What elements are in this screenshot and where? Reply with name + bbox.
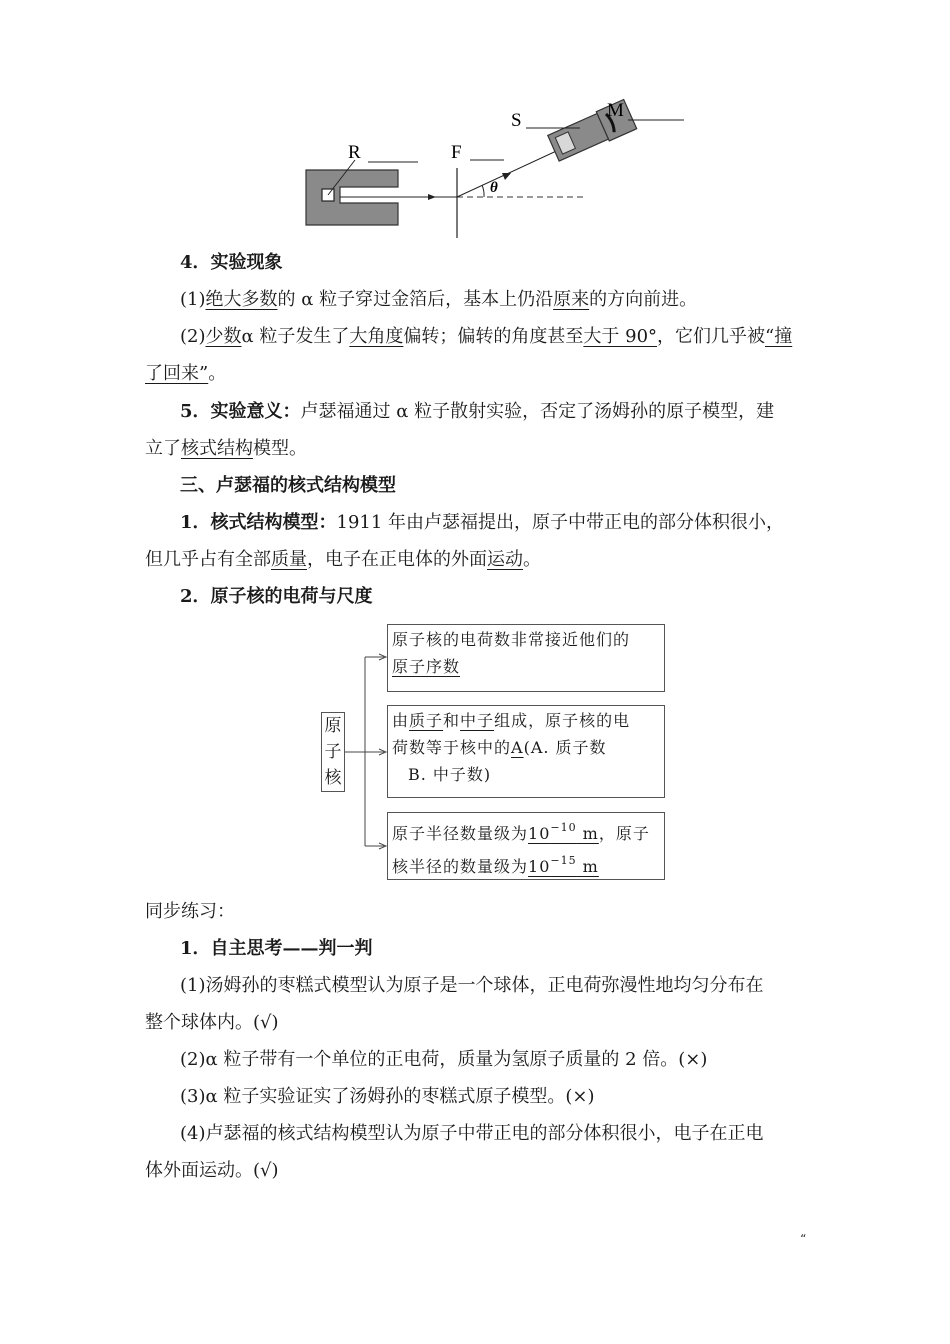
text: ，电子在正电体的外面 — [307, 549, 487, 570]
text: 卢瑟福通过 α 粒子散射实验，否定了汤姆孙的原子模型，建 — [300, 401, 775, 422]
exponent-base: 10 — [528, 824, 551, 843]
footer-mark: “ — [800, 1232, 807, 1246]
box-text: (A. 质子数 — [523, 738, 607, 757]
box-text: B. 中子数) — [408, 765, 492, 784]
box-text: 原子核的电荷数非常接近他们的 — [392, 630, 631, 649]
answer-blank: 原子序数 — [392, 657, 461, 676]
text: 但几乎占有全部 — [145, 549, 271, 570]
box-text: 荷数等于核中的 — [392, 738, 512, 757]
subsection-title: 1．自主思考——判一判 — [180, 938, 373, 959]
answer-blank — [528, 821, 599, 843]
question-1 — [180, 974, 810, 998]
answer-blank: 质量 — [271, 549, 307, 570]
nucleus-root-box — [321, 712, 345, 792]
root-char: 子 — [324, 742, 342, 762]
unit: m — [576, 824, 599, 843]
label-F: F — [451, 142, 462, 163]
question-text: 体外面运动。(√) — [145, 1160, 279, 1181]
box-text: 由 — [392, 711, 410, 730]
answer-blank: 质子 — [409, 711, 444, 730]
answer-blank: 少数 — [205, 326, 242, 347]
exponent: −10 — [550, 821, 577, 834]
text: 。 — [523, 549, 541, 570]
answer-blank: 大角度 — [349, 326, 404, 347]
text: 的 α 粒子穿过金箔后，基本上仍沿 — [277, 289, 554, 310]
label-theta: θ — [490, 180, 498, 196]
answer-blank: 大于 90° — [583, 326, 658, 347]
box-text: 组成，原子核的电 — [494, 711, 631, 730]
answer-blank: 中子 — [460, 711, 495, 730]
text: 。 — [208, 363, 227, 384]
answer-blank: 核式结构 — [181, 438, 253, 459]
box-text: ，原子 — [598, 824, 650, 843]
question-4 — [180, 1122, 810, 1146]
box-text: 核半径的数量级为 — [392, 857, 529, 876]
answer-blank: 了回来” — [145, 363, 209, 384]
question-text: (4)卢瑟福的核式结构模型认为原子中带正电的部分体积很小，电子在正电 — [180, 1123, 764, 1144]
answer-blank: 原来 — [553, 289, 590, 310]
question-3 — [180, 1085, 810, 1109]
item-number: (1) — [180, 289, 206, 310]
question-text: (1)汤姆孙的枣糕式模型认为原子是一个球体，正电荷弥漫性地均匀分布在 — [180, 975, 764, 996]
practice-label — [145, 900, 810, 924]
text: 1911 年由卢瑟福提出，原子中带正电的部分体积很小， — [336, 512, 785, 533]
item-number: (2) — [180, 326, 206, 347]
answer-blank — [528, 854, 599, 876]
nucleus-box-charge — [387, 624, 665, 692]
question-1-continued — [145, 1011, 810, 1035]
text: 模型。 — [253, 438, 307, 459]
text: 立了 — [145, 438, 181, 459]
text: 的方向前进。 — [589, 289, 698, 310]
question-2 — [180, 1048, 810, 1072]
label-M: M — [607, 100, 624, 121]
text: α 粒子发生了 — [241, 326, 350, 347]
text: ，它们几乎被 — [657, 326, 766, 347]
section-3-title: 三、卢瑟福的核式结构模型 — [180, 475, 396, 496]
text: 同步练习： — [145, 901, 235, 922]
box-text: 原子半径数量级为 — [392, 824, 529, 843]
section-5-title: 5．实验意义： — [180, 401, 301, 422]
subsection-title: 1．核式结构模型： — [180, 512, 337, 533]
practice-heading — [180, 937, 810, 961]
root-char: 原 — [324, 716, 342, 736]
box-text: 和 — [443, 711, 461, 730]
root-char: 核 — [324, 768, 342, 788]
nucleus-box-size — [387, 812, 665, 880]
question-text: (3)α 粒子实验证实了汤姆孙的枣糕式原子模型。(×) — [180, 1086, 595, 1107]
answer-blank: A — [511, 738, 524, 757]
answer-blank: 运动 — [487, 549, 523, 570]
nucleus-box-composition — [387, 705, 665, 798]
label-R: R — [348, 142, 361, 163]
question-4-continued — [145, 1159, 810, 1183]
text: 偏转；偏转的角度甚至 — [403, 326, 584, 347]
question-text: (2)α 粒子带有一个单位的正电荷，质量为氢原子质量的 2 倍。(×) — [180, 1049, 708, 1070]
label-S: S — [511, 110, 522, 131]
question-text: 整个球体内。(√) — [145, 1012, 279, 1033]
unit: m — [576, 857, 599, 876]
exponent: −15 — [550, 854, 577, 867]
section-4-title: 4．实验现象 — [180, 252, 283, 273]
subsection-title: 2．原子核的电荷与尺度 — [180, 586, 373, 607]
exponent-base: 10 — [528, 857, 551, 876]
answer-blank: “撞 — [765, 326, 793, 347]
answer-blank: 绝大多数 — [205, 289, 278, 310]
